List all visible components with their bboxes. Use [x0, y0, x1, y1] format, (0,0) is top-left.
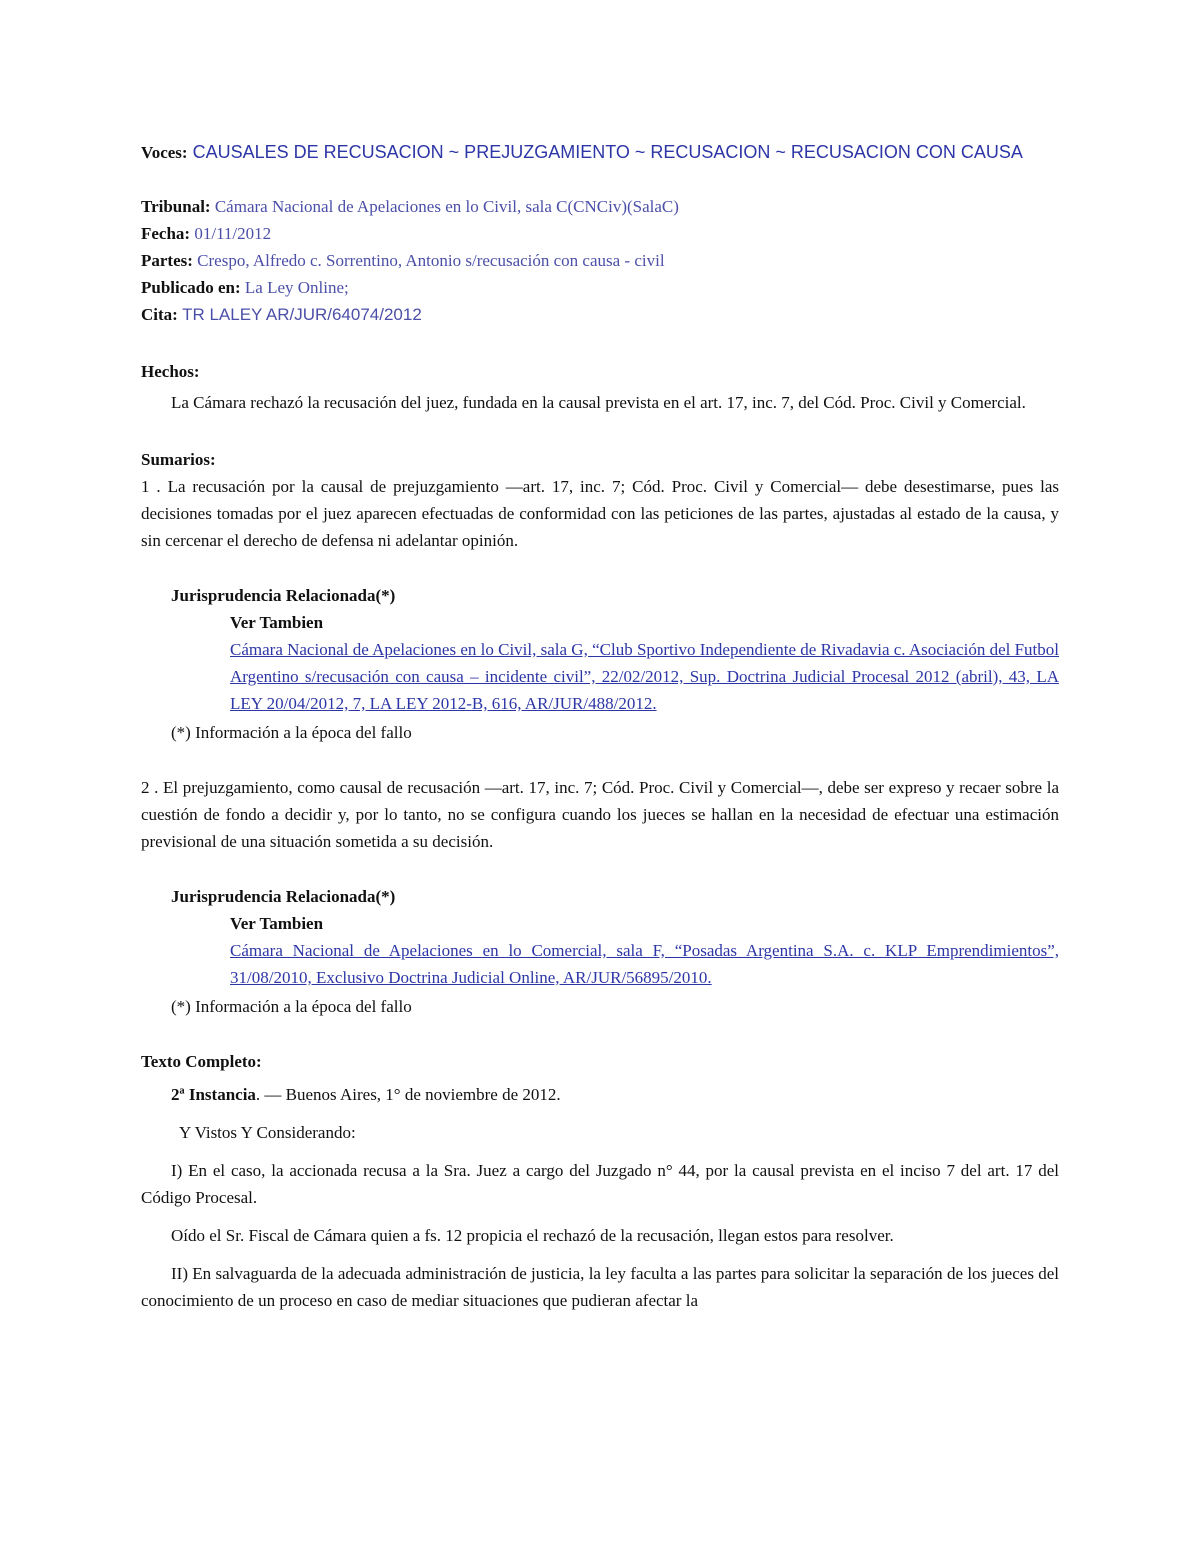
fecha-value: 01/11/2012 — [194, 224, 272, 243]
epoca-note: (*) Información a la época del fallo — [171, 997, 412, 1016]
ver-tambien-label: Ver Tambien — [230, 613, 324, 632]
fecha-line — [141, 220, 1059, 247]
cita-value: TR LALEY AR/JUR/64074/2012 — [182, 305, 422, 324]
texto-completo — [141, 1048, 1059, 1314]
tribunal-line — [141, 193, 1059, 220]
sumario-text: 1 . La recusación por la causal de prejuzgamiento —art. 17, inc. 7; Cód. Proc. Civil y Comercial— debe desestimarse, pues las decisiones tomadas por el juez aparecen efectuadas de conformidad con las peticiones de las partes, ajustadas al estado de la causa, y sin cercenar el derecho de defensa ni adelantar opinión. — [141, 477, 1059, 550]
ver-tambien-label: Ver Tambien — [230, 914, 324, 933]
texto-completo-title: Texto Completo: — [141, 1052, 262, 1071]
considerando-1: I) En el caso, la accionada recusa a la Sra. Juez a cargo del Juzgado n° 44, por la causal prevista en el inciso 7 del art. 17 del Código Procesal. — [141, 1161, 1059, 1207]
fecha-label: Fecha: — [141, 224, 191, 243]
voces-line — [141, 138, 1059, 167]
jurisprudencia-reference — [171, 636, 1059, 717]
jurisprudencia-title: Jurisprudencia Relacionada(*) — [171, 586, 396, 605]
instancia-date: . — Buenos Aires, 1° de noviembre de 2012. — [255, 1085, 561, 1104]
voces-value: CAUSALES DE RECUSACION ~ PREJUZGAMIENTO ~ RECUSACION ~ RECUSACION CON CAUSA — [192, 142, 1023, 162]
instancia-label: 2ª Instancia — [171, 1085, 256, 1104]
jurisprudencia-reference — [171, 937, 1059, 991]
document-page — [141, 138, 1059, 1314]
vistos-line: Y Vistos Y Considerando: — [179, 1123, 356, 1142]
epoca-note: (*) Información a la época del fallo — [171, 723, 412, 742]
jurisprudencia-block — [141, 883, 1059, 991]
metadata-block — [141, 193, 1059, 328]
sumario-item — [141, 473, 1059, 746]
jurisprudencia-link[interactable]: Cámara Nacional de Apelaciones en lo Civil, sala G, “Club Sportivo Independiente de Rivadavia c. Asociación del Futbol Argentino s/recusación con causa – incidente civil”, 22/02/2012, Sup. Doctrina Judicial Procesal 2012 (abril), 43, LA LEY 20/04/2012, 7, LA LEY 2012-B, 616, AR/JUR/488/2012. — [230, 640, 1060, 713]
instancia-line — [141, 1081, 1059, 1108]
sumarios-title: Sumarios: — [141, 450, 216, 469]
cita-label: Cita: — [141, 305, 178, 324]
considerando-3: II) En salvaguarda de la adecuada administración de justicia, la ley faculta a las partes para solicitar la separación de los jueces del conocimiento de un proceso en caso de mediar situaciones que pudieran afectar la — [141, 1264, 1059, 1310]
publicado-line — [141, 274, 1059, 301]
jurisprudencia-block — [141, 582, 1059, 717]
cita-line — [141, 301, 1059, 328]
partes-line — [141, 247, 1059, 274]
partes-value: Crespo, Alfredo c. Sorrentino, Antonio s/recusación con causa - civil — [197, 251, 665, 270]
partes-label: Partes: — [141, 251, 193, 270]
considerando-2: Oído el Sr. Fiscal de Cámara quien a fs. 12 propicia el rechazó de la recusación, llegan estos para resolver. — [171, 1226, 894, 1245]
voces-label: Voces: — [141, 143, 188, 162]
jurisprudencia-title: Jurisprudencia Relacionada(*) — [171, 887, 396, 906]
sumario-item — [141, 774, 1059, 1020]
jurisprudencia-link[interactable]: Cámara Nacional de Apelaciones en lo Comercial, sala F, “Posadas Argentina S.A. c. KLP Emprendimientos”, 31/08/2010, Exclusivo Doctrina Judicial Online, AR/JUR/56895/2010. — [230, 941, 1059, 987]
publicado-label: Publicado en: — [141, 278, 241, 297]
hechos-title: Hechos: — [141, 362, 200, 381]
tribunal-label: Tribunal: — [141, 197, 211, 216]
sumario-text: 2 . El prejuzgamiento, como causal de recusación —art. 17, inc. 7; Cód. Proc. Civil y Comercial—, debe ser expreso y recaer sobre la cuestión de fondo a decidir y, por lo tanto, no se configura cuando los jueces se hallan en la necesidad de efectuar una estimación previsional de una situación sometida a su decisión. — [141, 778, 1059, 851]
tribunal-value: Cámara Nacional de Apelaciones en lo Civil, sala C(CNCiv)(SalaC) — [214, 197, 679, 216]
hechos-text: La Cámara rechazó la recusación del juez, fundada en la causal prevista en el art. 17, inc. 7, del Cód. Proc. Civil y Comercial. — [171, 393, 1026, 412]
publicado-value: La Ley Online; — [244, 278, 349, 297]
